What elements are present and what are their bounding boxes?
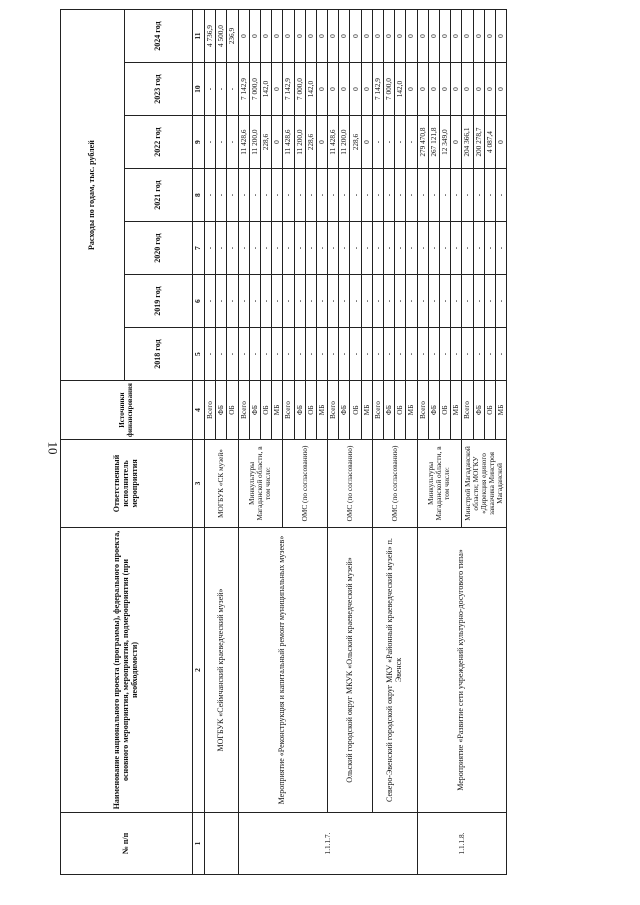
amount-cell: - [439,328,450,381]
amount-cell: - [227,328,238,381]
amount-cell: - [372,222,383,275]
funding-source: ОБ [439,381,450,440]
funding-source: ОБ [305,381,316,440]
amount-cell: - [451,275,462,328]
amount-cell: - [495,275,506,328]
amount-cell: 0 [305,10,316,63]
funding-source: Всего [205,381,216,440]
amount-cell: - [249,275,260,328]
amount-cell: - [294,222,305,275]
amount-cell: - [316,275,327,328]
amount-cell: - [227,63,238,116]
amount-cell: - [361,169,372,222]
amount-cell: - [428,328,439,381]
funding-source: МБ [406,381,417,440]
amount-cell: 11 428,6 [283,116,294,169]
amount-cell: - [205,63,216,116]
column-number: 7 [193,222,205,275]
amount-cell: 0 [417,63,428,116]
amount-cell: - [350,275,361,328]
amount-cell: - [451,169,462,222]
amount-cell: - [462,328,473,381]
header-source: Источники финансирования [61,381,193,440]
column-number: 2 [193,528,205,813]
funding-source: ФБ [339,381,350,440]
amount-cell: - [316,222,327,275]
amount-cell: - [350,328,361,381]
row-number [205,813,239,875]
funding-source: ОБ [395,381,406,440]
column-number: 3 [193,440,205,528]
funding-source: ФБ [428,381,439,440]
amount-cell: - [462,169,473,222]
amount-cell: - [406,328,417,381]
amount-cell: 236,9 [227,10,238,63]
amount-cell: 7 142,9 [283,63,294,116]
executor: Минкультуры Магаданской области, в том числе: [417,440,462,528]
amount-cell: - [451,222,462,275]
header-year: 2019 год [125,275,193,328]
amount-cell: - [238,328,249,381]
amount-cell: - [316,169,327,222]
amount-cell: 7 000,0 [249,63,260,116]
amount-cell: - [249,169,260,222]
amount-cell: 12 349,0 [439,116,450,169]
amount-cell: - [395,169,406,222]
funding-source: Всего [462,381,473,440]
amount-cell: 228,6 [305,116,316,169]
amount-cell: - [473,275,484,328]
project-name: МОГБУК «Сеймчанский краеведческий музей» [205,528,239,813]
amount-cell: 0 [316,116,327,169]
amount-cell: - [216,275,227,328]
amount-cell: 0 [361,116,372,169]
amount-cell: - [384,116,395,169]
table-row [238,10,249,875]
amount-cell: - [417,169,428,222]
funding-source: ФБ [216,381,227,440]
executor: Минстрой Магаданской области; МОГКУ «Дирекция единого заказчика Минстроя Магаданской [462,440,507,528]
amount-cell: - [227,169,238,222]
amount-cell: - [406,275,417,328]
amount-cell: - [451,328,462,381]
amount-cell: - [473,169,484,222]
row-number: 1.1.1.8. [417,813,507,875]
amount-cell: - [417,222,428,275]
amount-cell: - [384,169,395,222]
amount-cell: - [462,275,473,328]
amount-cell: - [305,222,316,275]
amount-cell: 0 [272,63,283,116]
funding-source: МБ [272,381,283,440]
amount-cell: 0 [495,116,506,169]
project-name: Северо-Эвенский городской округ МКУ «Районный краеведческий музей» п. Эвенск [372,528,417,813]
funding-source: МБ [361,381,372,440]
amount-cell: - [361,275,372,328]
amount-cell: - [439,169,450,222]
amount-cell: - [361,328,372,381]
header-year: 2020 год [125,222,193,275]
amount-cell: - [260,328,271,381]
amount-cell: 0 [328,63,339,116]
column-number: 4 [193,381,205,440]
amount-cell: - [473,328,484,381]
amount-cell: - [372,169,383,222]
header-no: № п/п [61,813,193,875]
amount-cell: - [260,275,271,328]
amount-cell: - [283,169,294,222]
amount-cell: - [495,169,506,222]
column-number: 10 [193,63,205,116]
funding-source: МБ [451,381,462,440]
amount-cell: - [484,275,495,328]
amount-cell: 0 [339,63,350,116]
project-name: Ольский городской округ МКУК «Ольский краеведческий музей» [328,528,373,813]
amount-cell: - [272,275,283,328]
amount-cell: 0 [328,10,339,63]
amount-cell: - [283,328,294,381]
amount-cell: - [350,222,361,275]
column-number: 5 [193,328,205,381]
amount-cell: 0 [350,10,361,63]
amount-cell: 0 [495,10,506,63]
amount-cell: - [417,275,428,328]
amount-cell: - [406,116,417,169]
funding-source: ФБ [294,381,305,440]
amount-cell: 142,0 [395,63,406,116]
amount-cell: - [417,328,428,381]
amount-cell: - [249,328,260,381]
page-number: 10 [45,441,61,455]
funding-source: ОБ [484,381,495,440]
amount-cell: - [249,222,260,275]
funding-source: Всего [283,381,294,440]
amount-cell: - [227,116,238,169]
header-year: 2018 год [125,328,193,381]
amount-cell: - [205,328,216,381]
amount-cell: - [294,328,305,381]
amount-cell: - [205,275,216,328]
amount-cell: 0 [473,63,484,116]
amount-cell: 0 [406,63,417,116]
amount-cell: - [395,275,406,328]
amount-cell: 228,6 [350,116,361,169]
amount-cell: - [495,222,506,275]
amount-cell: 204 366,1 [462,116,473,169]
table-row [328,10,339,875]
amount-cell: - [484,328,495,381]
header-year: 2024 год [125,10,193,63]
amount-cell: - [205,222,216,275]
amount-cell: 0 [350,63,361,116]
amount-cell: - [205,169,216,222]
amount-cell: - [462,222,473,275]
header-year: 2022 год [125,116,193,169]
amount-cell: - [372,275,383,328]
amount-cell: - [216,222,227,275]
amount-cell: - [428,169,439,222]
amount-cell: 0 [395,10,406,63]
amount-cell: - [216,328,227,381]
amount-cell: 0 [238,10,249,63]
amount-cell: 0 [272,116,283,169]
amount-cell: - [395,222,406,275]
funding-source: ОБ [227,381,238,440]
amount-cell: - [294,275,305,328]
funding-source: Всего [372,381,383,440]
amount-cell: 0 [260,10,271,63]
amount-cell: - [495,328,506,381]
amount-cell: - [339,275,350,328]
project-name: Мероприятие «Развитие сети учреждений культурно-досугового типа» [417,528,507,813]
amount-cell: - [305,169,316,222]
funding-source: ОБ [350,381,361,440]
amount-cell: 0 [462,10,473,63]
amount-cell: - [260,222,271,275]
amount-cell: 11 200,0 [249,116,260,169]
funding-source: Всего [417,381,428,440]
row-number: 1.1.1.7. [238,813,417,875]
amount-cell: - [238,222,249,275]
amount-cell: - [384,222,395,275]
amount-cell: 279 470,8 [417,116,428,169]
amount-cell: - [328,328,339,381]
amount-cell: 0 [316,63,327,116]
executor: ОМС (по согласованию) [328,440,373,528]
amount-cell: 0 [428,63,439,116]
amount-cell: 0 [484,10,495,63]
amount-cell: 267 121,8 [428,116,439,169]
executor: ОМС (по согласованию) [283,440,328,528]
funding-source: ФБ [249,381,260,440]
amount-cell: 0 [384,10,395,63]
amount-cell: - [328,275,339,328]
amount-cell: 0 [406,10,417,63]
amount-cell: - [384,275,395,328]
amount-cell: - [406,222,417,275]
amount-cell: - [372,116,383,169]
column-number: 1 [193,813,205,875]
header-expenses: Расходы по годам, тыс. рублей [61,10,125,381]
amount-cell: 7 142,9 [238,63,249,116]
funding-source: ФБ [384,381,395,440]
amount-cell: - [339,328,350,381]
amount-cell: 0 [294,10,305,63]
header-year: 2023 год [125,63,193,116]
executor: МОГБУК «СК музей» [205,440,239,528]
amount-cell: 7 142,9 [372,63,383,116]
column-number: 6 [193,275,205,328]
amount-cell: 142,0 [260,63,271,116]
amount-cell: 0 [272,10,283,63]
funding-source: Всего [238,381,249,440]
amount-cell: 0 [417,10,428,63]
amount-cell: 0 [361,10,372,63]
executor: Минкультуры Магаданской области, в том числе: [238,440,283,528]
amount-cell: - [395,328,406,381]
amount-cell: - [350,169,361,222]
column-number: 9 [193,116,205,169]
amount-cell: - [328,222,339,275]
amount-cell: 4 500,0 [216,10,227,63]
amount-cell: - [395,116,406,169]
amount-cell: 0 [473,10,484,63]
amount-cell: - [428,275,439,328]
amount-cell: 0 [428,10,439,63]
finance-table [60,9,507,875]
executor: ОМС (по согласованию) [372,440,417,528]
amount-cell: - [205,116,216,169]
amount-cell: - [216,169,227,222]
amount-cell: 0 [462,63,473,116]
amount-cell: 200 278,7 [473,116,484,169]
amount-cell: - [406,169,417,222]
amount-cell: - [439,222,450,275]
amount-cell: - [316,328,327,381]
amount-cell: - [339,169,350,222]
amount-cell: 0 [372,10,383,63]
project-name: Мероприятие «Реконструкция и капитальный ремонт муниципальных музеев» [238,528,328,813]
amount-cell: 0 [439,10,450,63]
funding-source: МБ [316,381,327,440]
amount-cell: - [216,63,227,116]
amount-cell: 0 [283,10,294,63]
amount-cell: 0 [451,116,462,169]
amount-cell: - [260,169,271,222]
amount-cell: - [473,222,484,275]
funding-source: Всего [328,381,339,440]
amount-cell: 0 [451,10,462,63]
amount-cell: 0 [316,10,327,63]
amount-cell: 4 736,9 [205,10,216,63]
amount-cell: 0 [249,10,260,63]
amount-cell: - [305,275,316,328]
amount-cell: 0 [451,63,462,116]
amount-cell: - [439,275,450,328]
table-row [417,10,428,875]
amount-cell: 0 [484,63,495,116]
amount-cell: 11 200,0 [339,116,350,169]
amount-cell: - [272,222,283,275]
funding-source: МБ [495,381,506,440]
amount-cell: - [238,275,249,328]
amount-cell: - [216,116,227,169]
amount-cell: - [272,328,283,381]
amount-cell: - [339,222,350,275]
amount-cell: - [361,222,372,275]
amount-cell: 4 087,4 [484,116,495,169]
amount-cell: 0 [439,63,450,116]
amount-cell: 11 428,6 [328,116,339,169]
amount-cell: 7 000,0 [384,63,395,116]
amount-cell: - [283,222,294,275]
column-number: 8 [193,169,205,222]
amount-cell: - [283,275,294,328]
amount-cell: - [328,169,339,222]
amount-cell: 142,0 [305,63,316,116]
amount-cell: 7 000,0 [294,63,305,116]
amount-cell: - [238,169,249,222]
table-row [372,10,383,875]
amount-cell: 0 [495,63,506,116]
amount-cell: 0 [339,10,350,63]
amount-cell: - [484,222,495,275]
amount-cell: - [484,169,495,222]
amount-cell: - [305,328,316,381]
amount-cell: - [384,328,395,381]
funding-source: ОБ [260,381,271,440]
amount-cell: 11 428,6 [238,116,249,169]
amount-cell: - [294,169,305,222]
amount-cell: - [372,328,383,381]
amount-cell: 11 200,0 [294,116,305,169]
amount-cell: 0 [361,63,372,116]
amount-cell: - [272,169,283,222]
header-executor: Ответственный исполнитель мероприятия [61,440,193,528]
header-name: Наименование национального проекта (программы), федерального проекта, основного мероприятия, мероприятия, подмероприятия (при необходимости) [61,528,193,813]
amount-cell: - [227,222,238,275]
amount-cell: - [428,222,439,275]
funding-source: ФБ [473,381,484,440]
amount-cell: 228,6 [260,116,271,169]
column-number: 11 [193,10,205,63]
amount-cell: - [227,275,238,328]
table-row [205,10,216,875]
header-year: 2021 год [125,169,193,222]
